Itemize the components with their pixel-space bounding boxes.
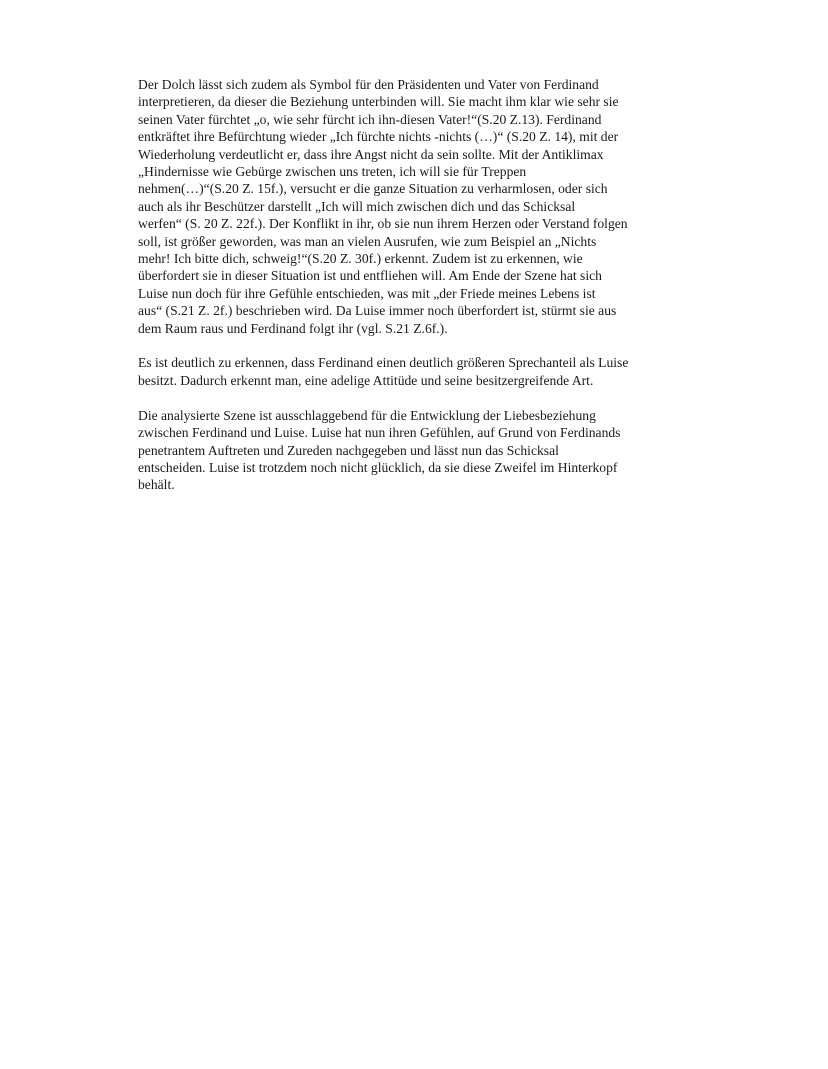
text-line: Luise nun doch für ihre Gefühle entschieden, was mit „der Friede meines Lebens ist xyxy=(138,285,596,301)
text-line: aus“ (S.21 Z. 2f.) beschrieben wird. Da Luise immer noch überfordert ist, stürmt sie aus xyxy=(138,303,617,319)
text-line: behält. xyxy=(138,477,175,493)
text-line: interpretieren, da dieser die Beziehung unterbinden will. Sie macht ihm klar wie sehr sie xyxy=(138,94,619,110)
text-line: soll, ist größer geworden, was man an vielen Ausrufen, wie zum Beispiel an „Nichts xyxy=(138,233,597,249)
text-line: Der Dolch lässt sich zudem als Symbol für den Präsidenten und Vater von Ferdinand xyxy=(138,77,599,92)
paragraph-analysis xyxy=(138,76,683,337)
text-line: penetrantem Auftreten und Zureden nachgegeben und lässt nun das Schicksal xyxy=(138,442,559,458)
text-line: überfordert sie in dieser Situation ist und entfliehen will. Am Ende der Szene hat sich xyxy=(138,268,602,284)
text-line: dem Raum raus und Ferdinand folgt ihr (vgl. S.21 Z.6f.). xyxy=(138,320,448,336)
text-line: Die analysierte Szene ist ausschlaggebend für die Entwicklung der Liebesbeziehung xyxy=(138,407,596,423)
text-line: entkräftet ihre Befürchtung wieder „Ich fürchte nichts -nichts (…)“ (S.20 Z. 14), mit der xyxy=(138,129,619,145)
document-body xyxy=(138,76,683,511)
text-line: werfen“ (S. 20 Z. 22f.). Der Konflikt in ihr, ob sie nun ihrem Herzen oder Verstand folgen xyxy=(138,216,628,232)
paragraph-speech-share xyxy=(138,354,683,389)
text-line: Es ist deutlich zu erkennen, dass Ferdinand einen deutlich größeren Sprechanteil als Luise xyxy=(138,355,629,371)
text-line: „Hindernisse wie Gebürge zwischen uns treten, ich will sie für Treppen xyxy=(138,164,527,180)
text-line: auch als ihr Beschützer darstellt „Ich will mich zwischen dich und das Schicksal xyxy=(138,198,576,214)
text-line: seinen Vater fürchtet „o, wie sehr fürcht ich ihn-diesen Vater!“(S.20 Z.13). Ferdinand xyxy=(138,111,602,127)
paragraph-conclusion xyxy=(138,407,683,494)
text-line: nehmen(…)“(S.20 Z. 15f.), versucht er die ganze Situation zu verharmlosen, oder sich xyxy=(138,181,608,197)
text-line: zwischen Ferdinand und Luise. Luise hat nun ihren Gefühlen, auf Grund von Ferdinands xyxy=(138,425,621,441)
text-line: mehr! Ich bitte dich, schweig!“(S.20 Z. 30f.) erkennt. Zudem ist zu erkennen, wie xyxy=(138,251,583,267)
text-line: entscheiden. Luise ist trotzdem noch nicht glücklich, da sie diese Zweifel im Hinterkopf xyxy=(138,459,618,475)
text-line: besitzt. Dadurch erkennt man, eine adelige Attitüde und seine besitzergreifende Art. xyxy=(138,372,594,388)
text-line: Wiederholung verdeutlicht er, dass ihre Angst nicht da sein sollte. Mit der Antiklimax xyxy=(138,146,604,162)
